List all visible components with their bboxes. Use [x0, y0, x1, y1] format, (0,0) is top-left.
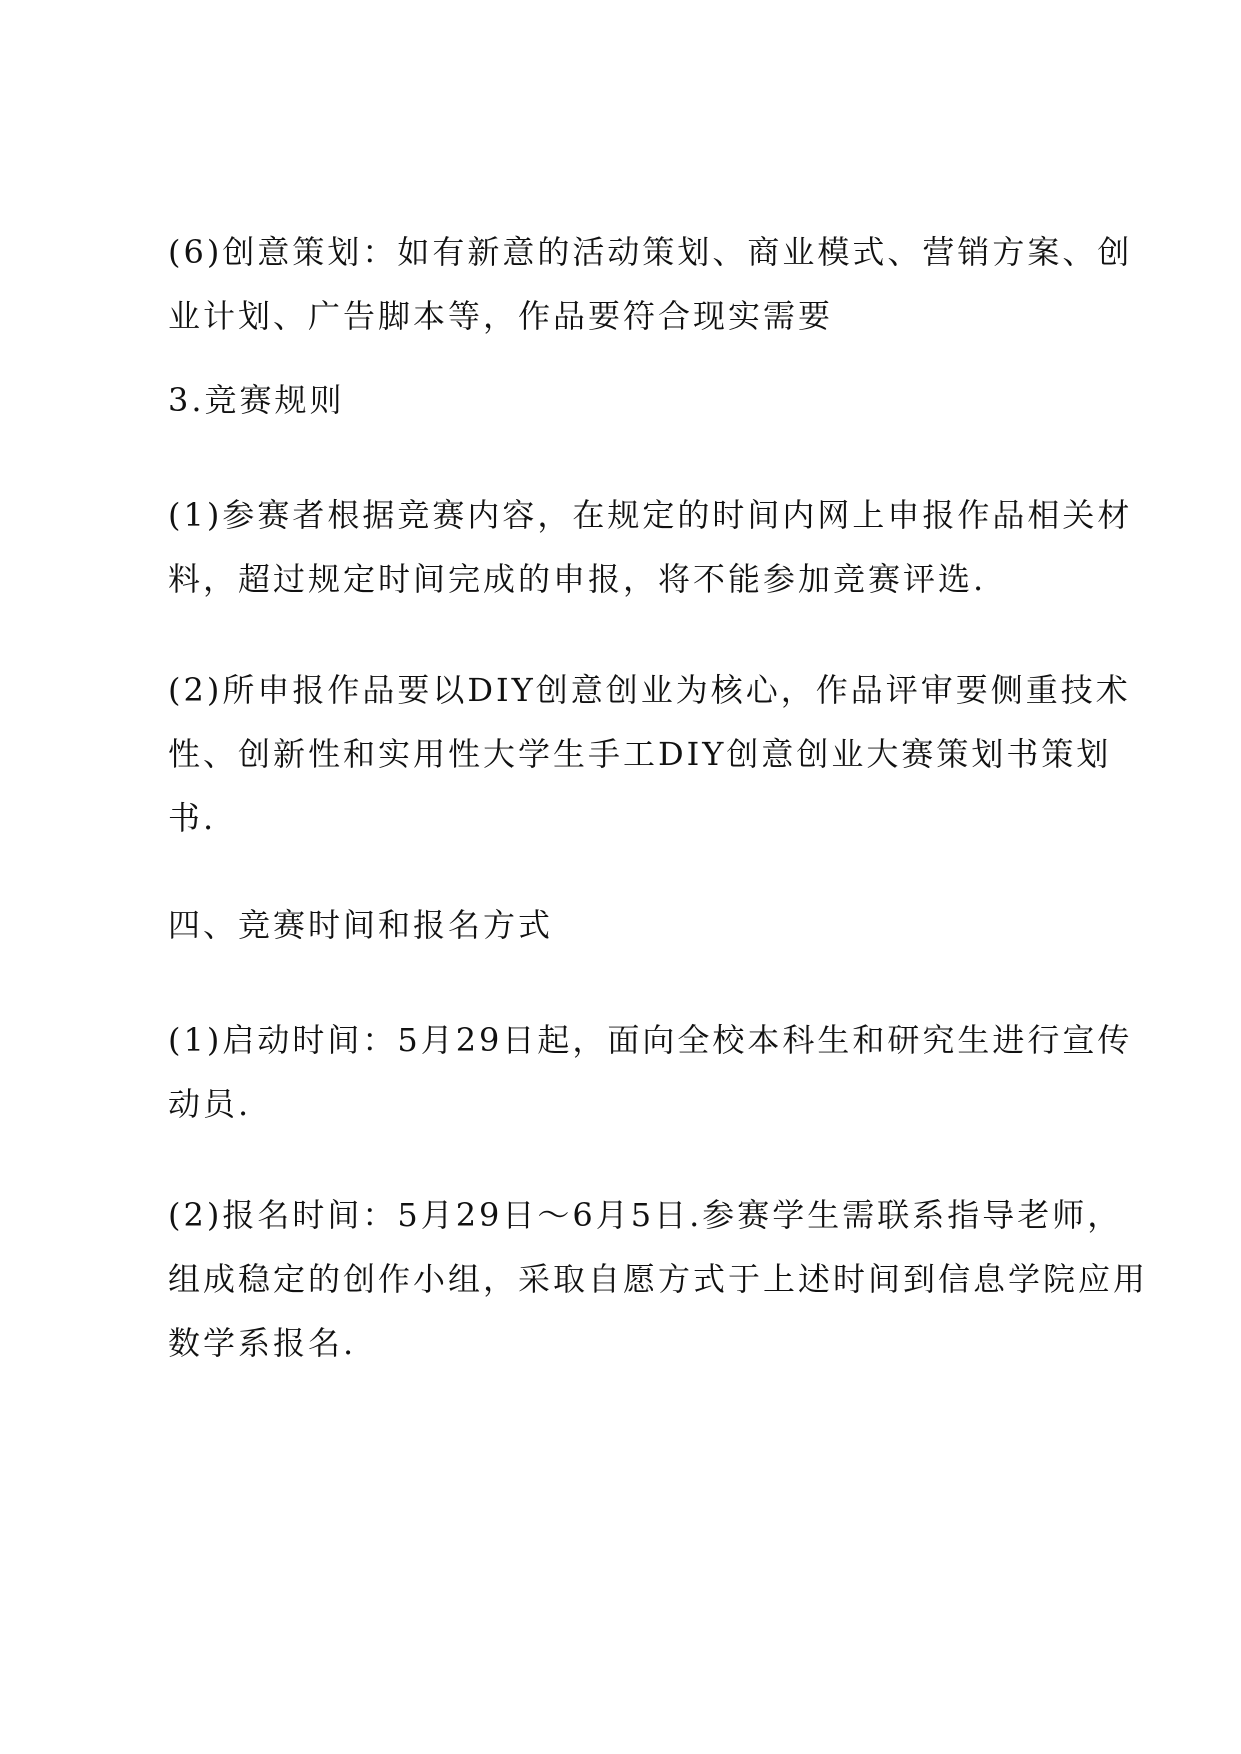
paragraph-registration-time	[168, 1183, 1149, 1375]
text-line: (2)所申报作品要以DIY创意创业为核心，作品评审要侧重技术	[168, 671, 1131, 709]
text-line: (2)报名时间：5月29日～6月5日.参赛学生需联系指导老师，	[168, 1196, 1123, 1234]
section-heading-competition-rules	[168, 368, 1088, 432]
text-line: 性、创新性和实用性大学生手工DIY创意创业大赛策划书策划	[168, 735, 1112, 773]
paragraph-start-time	[168, 1008, 1133, 1136]
paragraph-creative-planning	[168, 220, 1133, 348]
text-line: 业计划、广告脚本等，作品要符合现实需要	[168, 297, 834, 335]
text-line: 数学系报名.	[168, 1324, 357, 1362]
text-line: 组成稳定的创作小组，采取自愿方式于上述时间到信息学院应用	[168, 1260, 1149, 1298]
text-line: (1)启动时间：5月29日起，面向全校本科生和研究生进行宣传	[168, 1021, 1133, 1059]
section-heading-time-and-registration	[168, 893, 1088, 957]
heading-text: 3.竞赛规则	[168, 381, 345, 419]
text-line: 动员.	[168, 1085, 252, 1123]
text-line: (6)创意策划：如有新意的活动策划、商业模式、营销方案、创	[168, 233, 1133, 271]
paragraph-rule-2	[168, 658, 1131, 850]
heading-text: 四、竞赛时间和报名方式	[168, 906, 554, 944]
text-line: 书.	[168, 799, 217, 837]
paragraph-rule-1	[168, 483, 1133, 611]
text-line: (1)参赛者根据竞赛内容，在规定的时间内网上申报作品相关材	[168, 496, 1133, 534]
text-line: 料，超过规定时间完成的申报，将不能参加竞赛评选.	[168, 560, 987, 598]
